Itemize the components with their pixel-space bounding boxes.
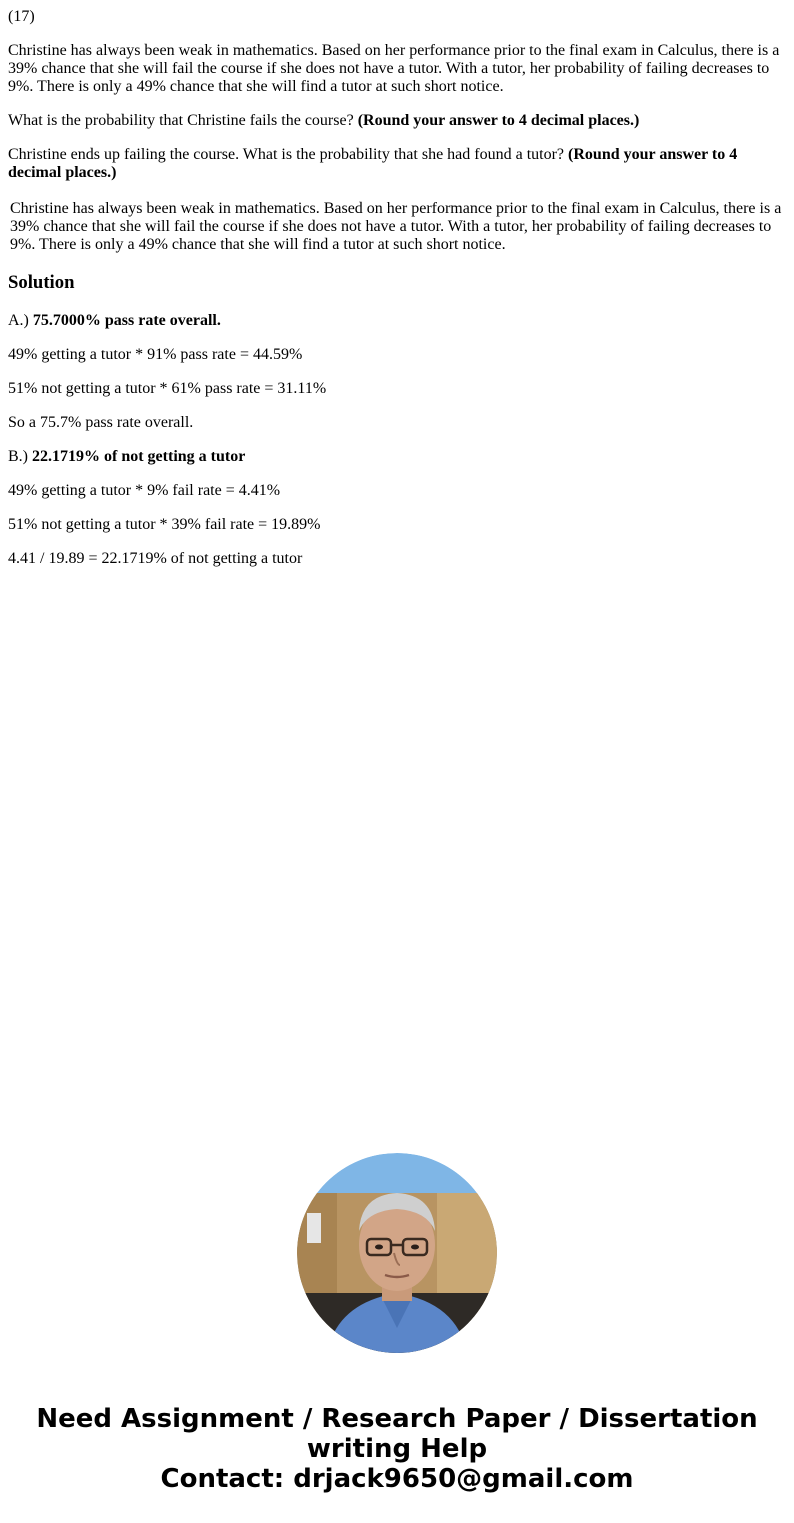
promo-banner	[0, 1404, 794, 1494]
answer-a-step-2: 51% not getting a tutor * 61% pass rate = 31.11%	[8, 380, 327, 397]
part-a-instruction: (Round your answer to 4 decimal places.)	[357, 112, 640, 129]
answer-a-step-1: 49% getting a tutor * 91% pass rate = 44.59%	[8, 346, 303, 363]
question-part-a	[8, 112, 786, 130]
part-a-text: What is the probability that Christine fails the course?	[8, 112, 358, 129]
answer-b-value: 22.1719% of not getting a tutor	[32, 448, 246, 465]
promo-contact: Contact: drjack9650@gmail.com	[160, 1464, 634, 1494]
answer-b	[8, 448, 786, 466]
author-portrait	[297, 1153, 497, 1353]
answer-a	[8, 312, 786, 330]
portrait-image	[297, 1153, 497, 1353]
solution-heading: Solution	[8, 272, 75, 293]
part-b-text: Christine ends up failing the course. What is the probability that she had found a tutor?	[8, 146, 569, 163]
answer-a-label: A.)	[8, 312, 33, 329]
answer-b-step-2: 51% not getting a tutor * 39% fail rate = 19.89%	[8, 516, 321, 533]
answer-b-step-1: 49% getting a tutor * 9% fail rate = 4.41%	[8, 482, 281, 499]
question-intro: Christine has always been weak in mathematics. Based on her performance prior to the final exam in Calculus, there is a 39% chance that she will fail the course if she does not have a tutor. With a tutor, her probability of failing decreases to 9%. There is only a 49% chance that she will find a tutor at such short notice.	[8, 42, 780, 95]
answer-b-label: B.)	[8, 448, 32, 465]
part-b-instruction: (Round your answer to 4 decimal places.)	[8, 146, 738, 181]
question-part-b	[8, 146, 786, 182]
answer-a-value: 75.7000% pass rate overall.	[32, 312, 221, 329]
promo-line-1: Need Assignment / Research Paper / Dissertation	[36, 1404, 758, 1434]
question-number: (17)	[8, 8, 35, 25]
answer-a-step-3: So a 75.7% pass rate overall.	[8, 414, 194, 431]
question-repeat-box: Christine has always been weak in mathematics. Based on her performance prior to the final exam in Calculus, there is a 39% chance that she will fail the course if she does not have a tutor. With a tutor, her probability of failing decreases to 9%. There is only a 49% chance that she will find a tutor at such short notice.	[10, 200, 782, 253]
promo-line-2: writing Help	[306, 1434, 488, 1464]
answer-b-step-3: 4.41 / 19.89 = 22.1719% of not getting a tutor	[8, 550, 303, 567]
document-content	[8, 8, 786, 584]
